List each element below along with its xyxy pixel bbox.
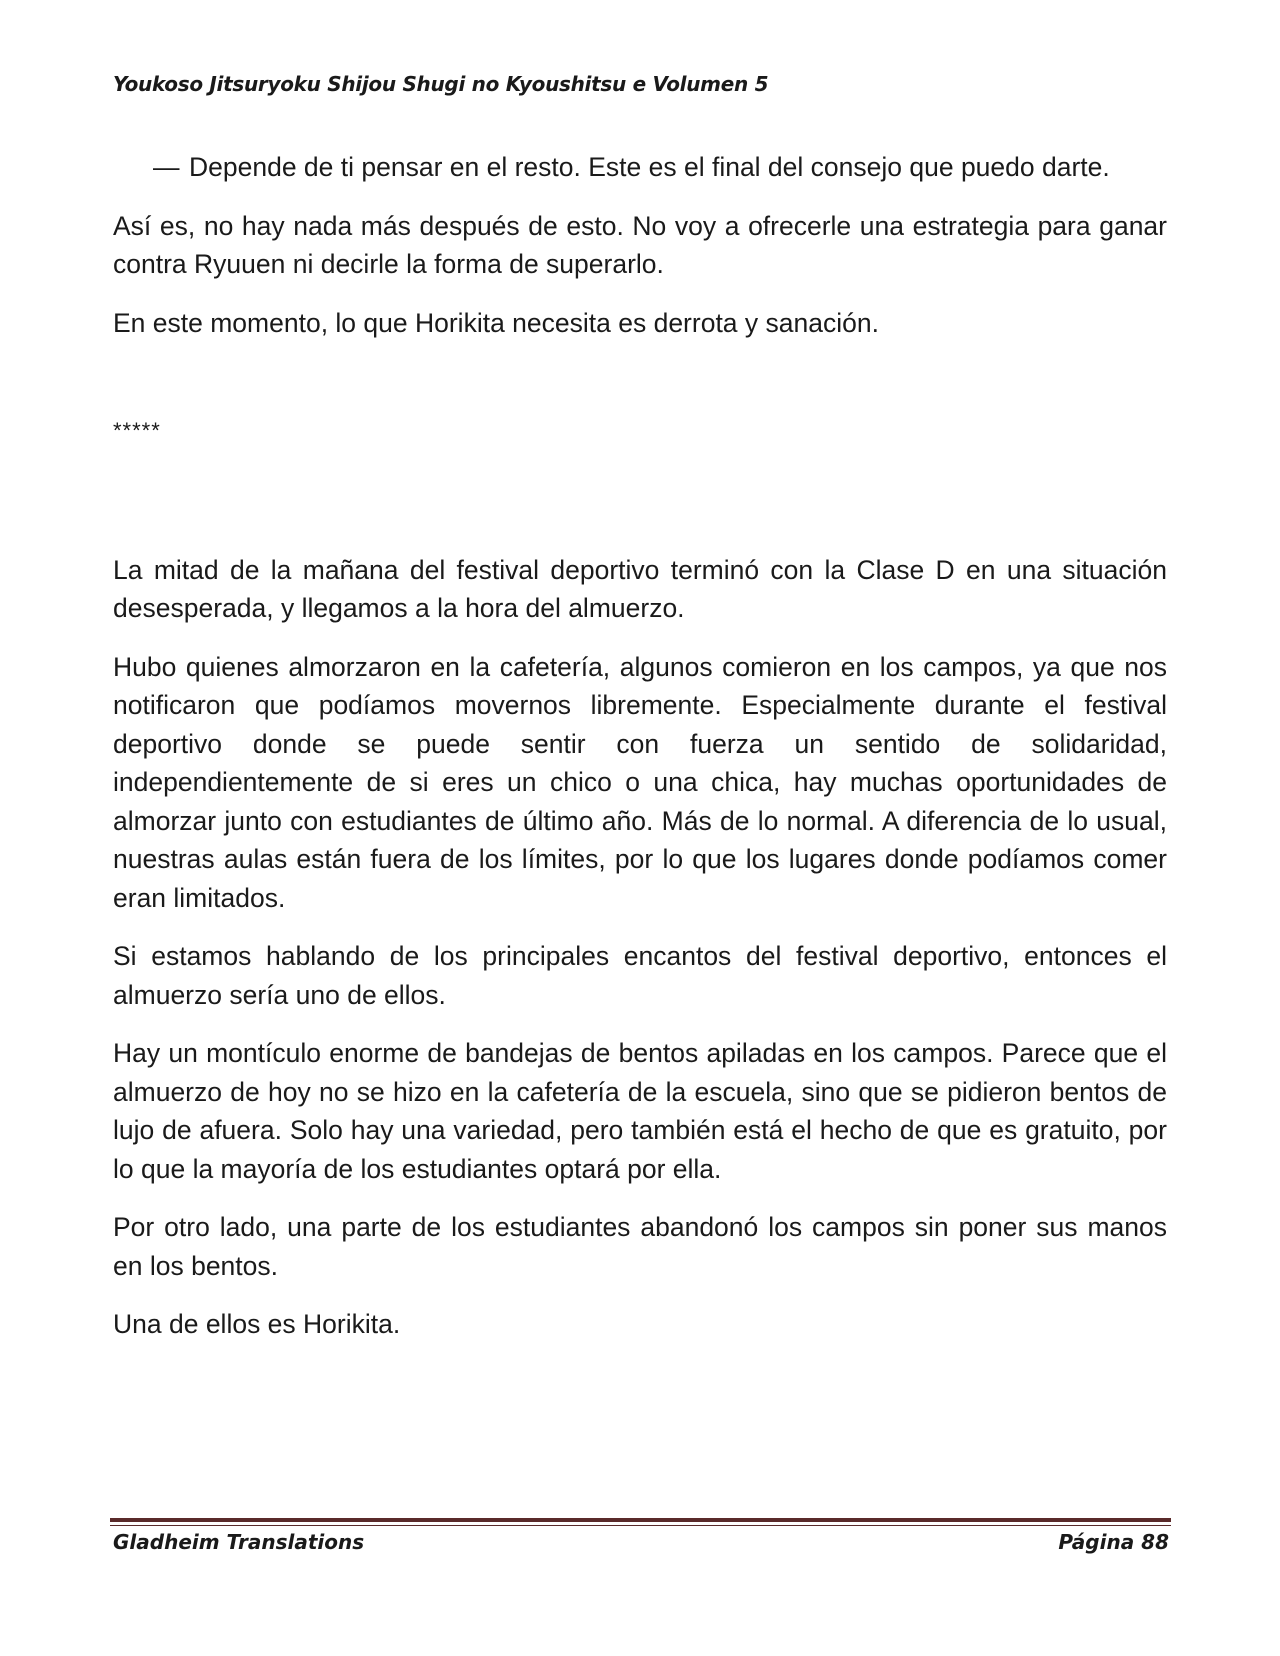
- paragraph: En este momento, lo que Horikita necesita es derrota y sanación.: [113, 307, 879, 338]
- scene-separator: *****: [113, 418, 161, 443]
- paragraph: Así es, no hay nada más después de esto. No voy a ofrecerle una estrategia para ganar contra Ryuuen ni decirle la forma de superarlo.: [113, 210, 1167, 279]
- dialogue-text: Depende de ti pensar en el resto. Este es el final del consejo que puedo darte.: [189, 152, 1110, 182]
- page-header-title: Youkoso Jitsuryoku Shijou Shugi no Kyoushitsu e Volumen 5: [113, 72, 769, 96]
- footer-rule-thick: [110, 1518, 1171, 1522]
- paragraph: Hubo quienes almorzaron en la cafetería, algunos comieron en los campos, ya que nos notificaron que podíamos movernos libremente. Especialmente durante el festival deportivo donde se puede sentir con fuerza un sentido de solidaridad, independientemente de si eres un chico o una chica, hay muchas oportunidades de almorzar junto con estudiantes de último año. Más de lo normal. A diferencia de lo usual, nuestras aulas están fuera de los límites, por lo que los lugares donde podíamos comer eran limitados.: [113, 651, 1167, 913]
- footer-page-number: Página 88: [1058, 1530, 1169, 1554]
- footer-translator: Gladheim Translations: [113, 1530, 365, 1554]
- dialogue-line: [153, 148, 1167, 187]
- paragraph: Si estamos hablando de los principales encantos del festival deportivo, entonces el almuerzo sería uno de ellos.: [113, 941, 1167, 1010]
- paragraph: Hay un montículo enorme de bandejas de bentos apiladas en los campos. Parece que el almuerzo de hoy no se hizo en la cafetería de la escuela, sino que se pidieron bentos de lujo de afuera. Solo hay una variedad, pero también está el hecho de que es gratuito, por lo que la mayoría de los estudiantes optará por ella.: [113, 1038, 1167, 1184]
- paragraph: Por otro lado, una parte de los estudiantes abandonó los campos sin poner sus manos en los bentos.: [113, 1212, 1167, 1281]
- page-body: [113, 148, 1167, 1364]
- dialogue-dash: —: [153, 152, 180, 182]
- footer-rule-thin: [110, 1525, 1171, 1526]
- paragraph: La mitad de la mañana del festival deportivo terminó con la Clase D en una situación desesperada, y llegamos a la hora del almuerzo.: [113, 554, 1167, 623]
- paragraph: Una de ellos es Horikita.: [113, 1309, 401, 1339]
